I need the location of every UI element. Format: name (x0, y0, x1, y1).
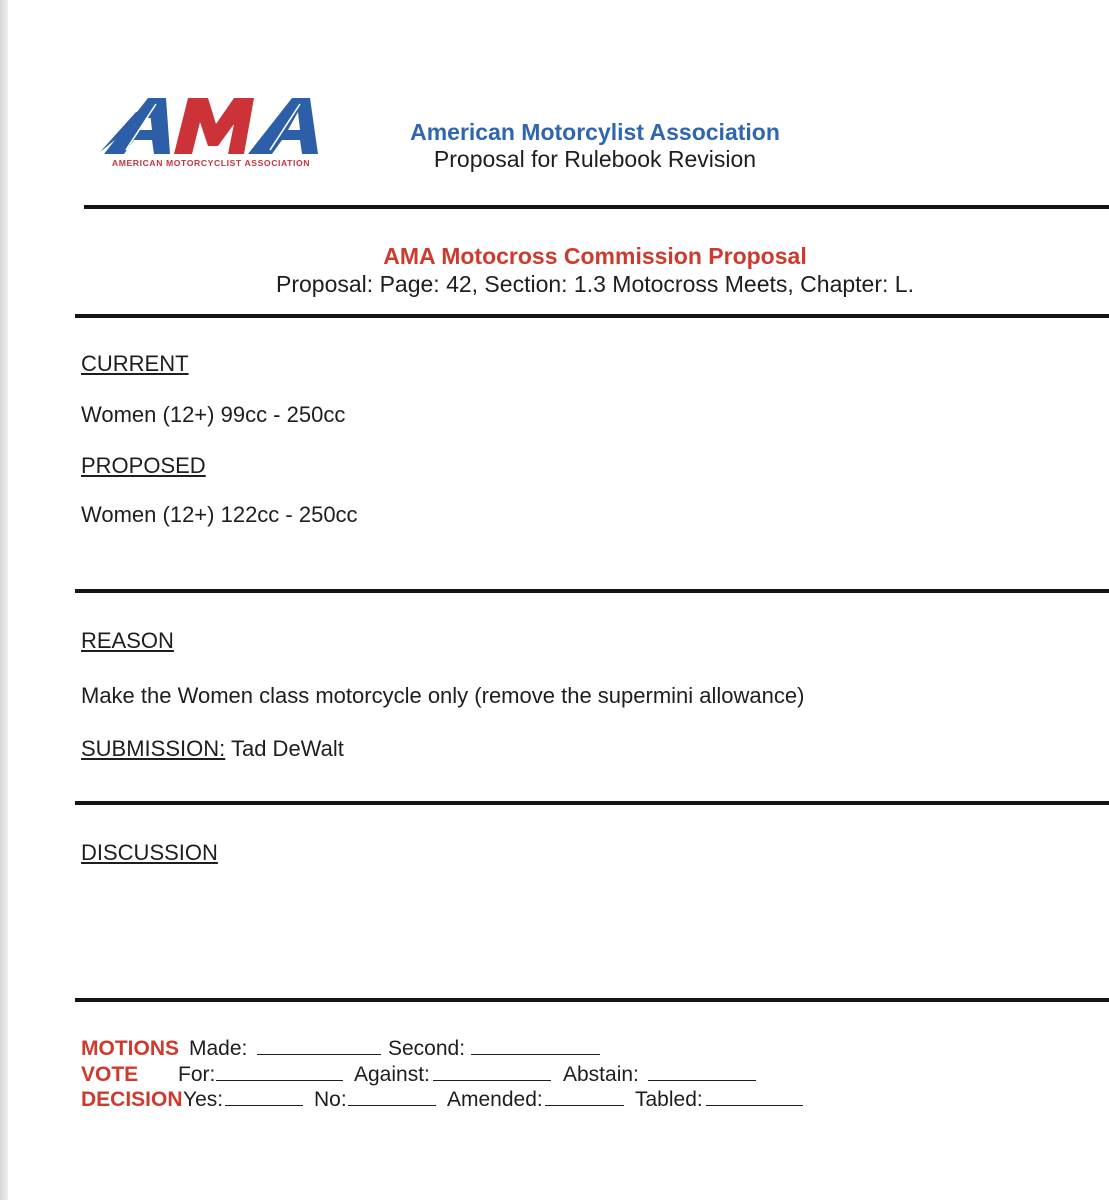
second-label: Second: (388, 1037, 466, 1060)
discussion-label: DISCUSSION (81, 840, 218, 865)
divider (75, 589, 1109, 593)
tabled-blank[interactable] (706, 1087, 803, 1106)
current-text: Women (12+) 99cc - 250cc (81, 402, 346, 427)
divider (75, 998, 1109, 1002)
against-blank[interactable] (433, 1062, 551, 1081)
reason-label: REASON (81, 628, 174, 653)
for-label: For: (178, 1062, 216, 1086)
ama-logo (96, 94, 326, 172)
submission-line (81, 736, 344, 762)
proposed-text: Women (12+) 122cc - 250cc (81, 502, 358, 527)
submitter-name: Tad DeWalt (230, 736, 344, 761)
commission-title: AMA Motocross Commission Proposal (383, 243, 807, 269)
submission-label: SUBMISSION: (81, 736, 226, 761)
amended-label: Amended: (447, 1088, 543, 1111)
tabled-label: Tabled: (635, 1088, 703, 1111)
organization-name: American Motorcylist Association (410, 119, 780, 145)
second-blank[interactable] (471, 1036, 600, 1055)
divider (84, 205, 1109, 209)
page-edge-shadow (0, 0, 8, 1200)
document-header (380, 118, 810, 173)
no-blank[interactable] (348, 1087, 436, 1106)
current-label: CURRENT (81, 351, 189, 376)
ama-logo-mark (96, 94, 326, 156)
divider (75, 801, 1109, 805)
proposal-heading (200, 242, 990, 298)
yes-blank[interactable] (225, 1087, 303, 1106)
vote-label: VOTE (81, 1062, 139, 1086)
reason-text: Make the Women class motorcycle only (remove the supermini allowance) (81, 683, 805, 708)
abstain-label: Abstain: (563, 1062, 639, 1086)
made-blank[interactable] (257, 1036, 381, 1055)
document-title: Proposal for Rulebook Revision (433, 146, 757, 172)
yes-label: Yes: (183, 1088, 224, 1111)
amended-blank[interactable] (545, 1087, 624, 1106)
proposed-label: PROPOSED (81, 453, 206, 478)
motions-label: MOTIONS (81, 1037, 179, 1060)
divider (75, 314, 1109, 318)
against-label: Against: (354, 1062, 430, 1086)
decision-label: DECISION (81, 1088, 183, 1111)
made-label: Made: (189, 1037, 248, 1060)
abstain-blank[interactable] (648, 1062, 756, 1081)
logo-caption: AMERICAN MOTORCYCLIST ASSOCIATION (111, 158, 311, 168)
no-label: No: (314, 1088, 347, 1111)
proposal-reference: Proposal: Page: 42, Section: 1.3 Motocross Meets, Chapter: L. (276, 271, 914, 297)
for-blank[interactable] (216, 1062, 343, 1081)
